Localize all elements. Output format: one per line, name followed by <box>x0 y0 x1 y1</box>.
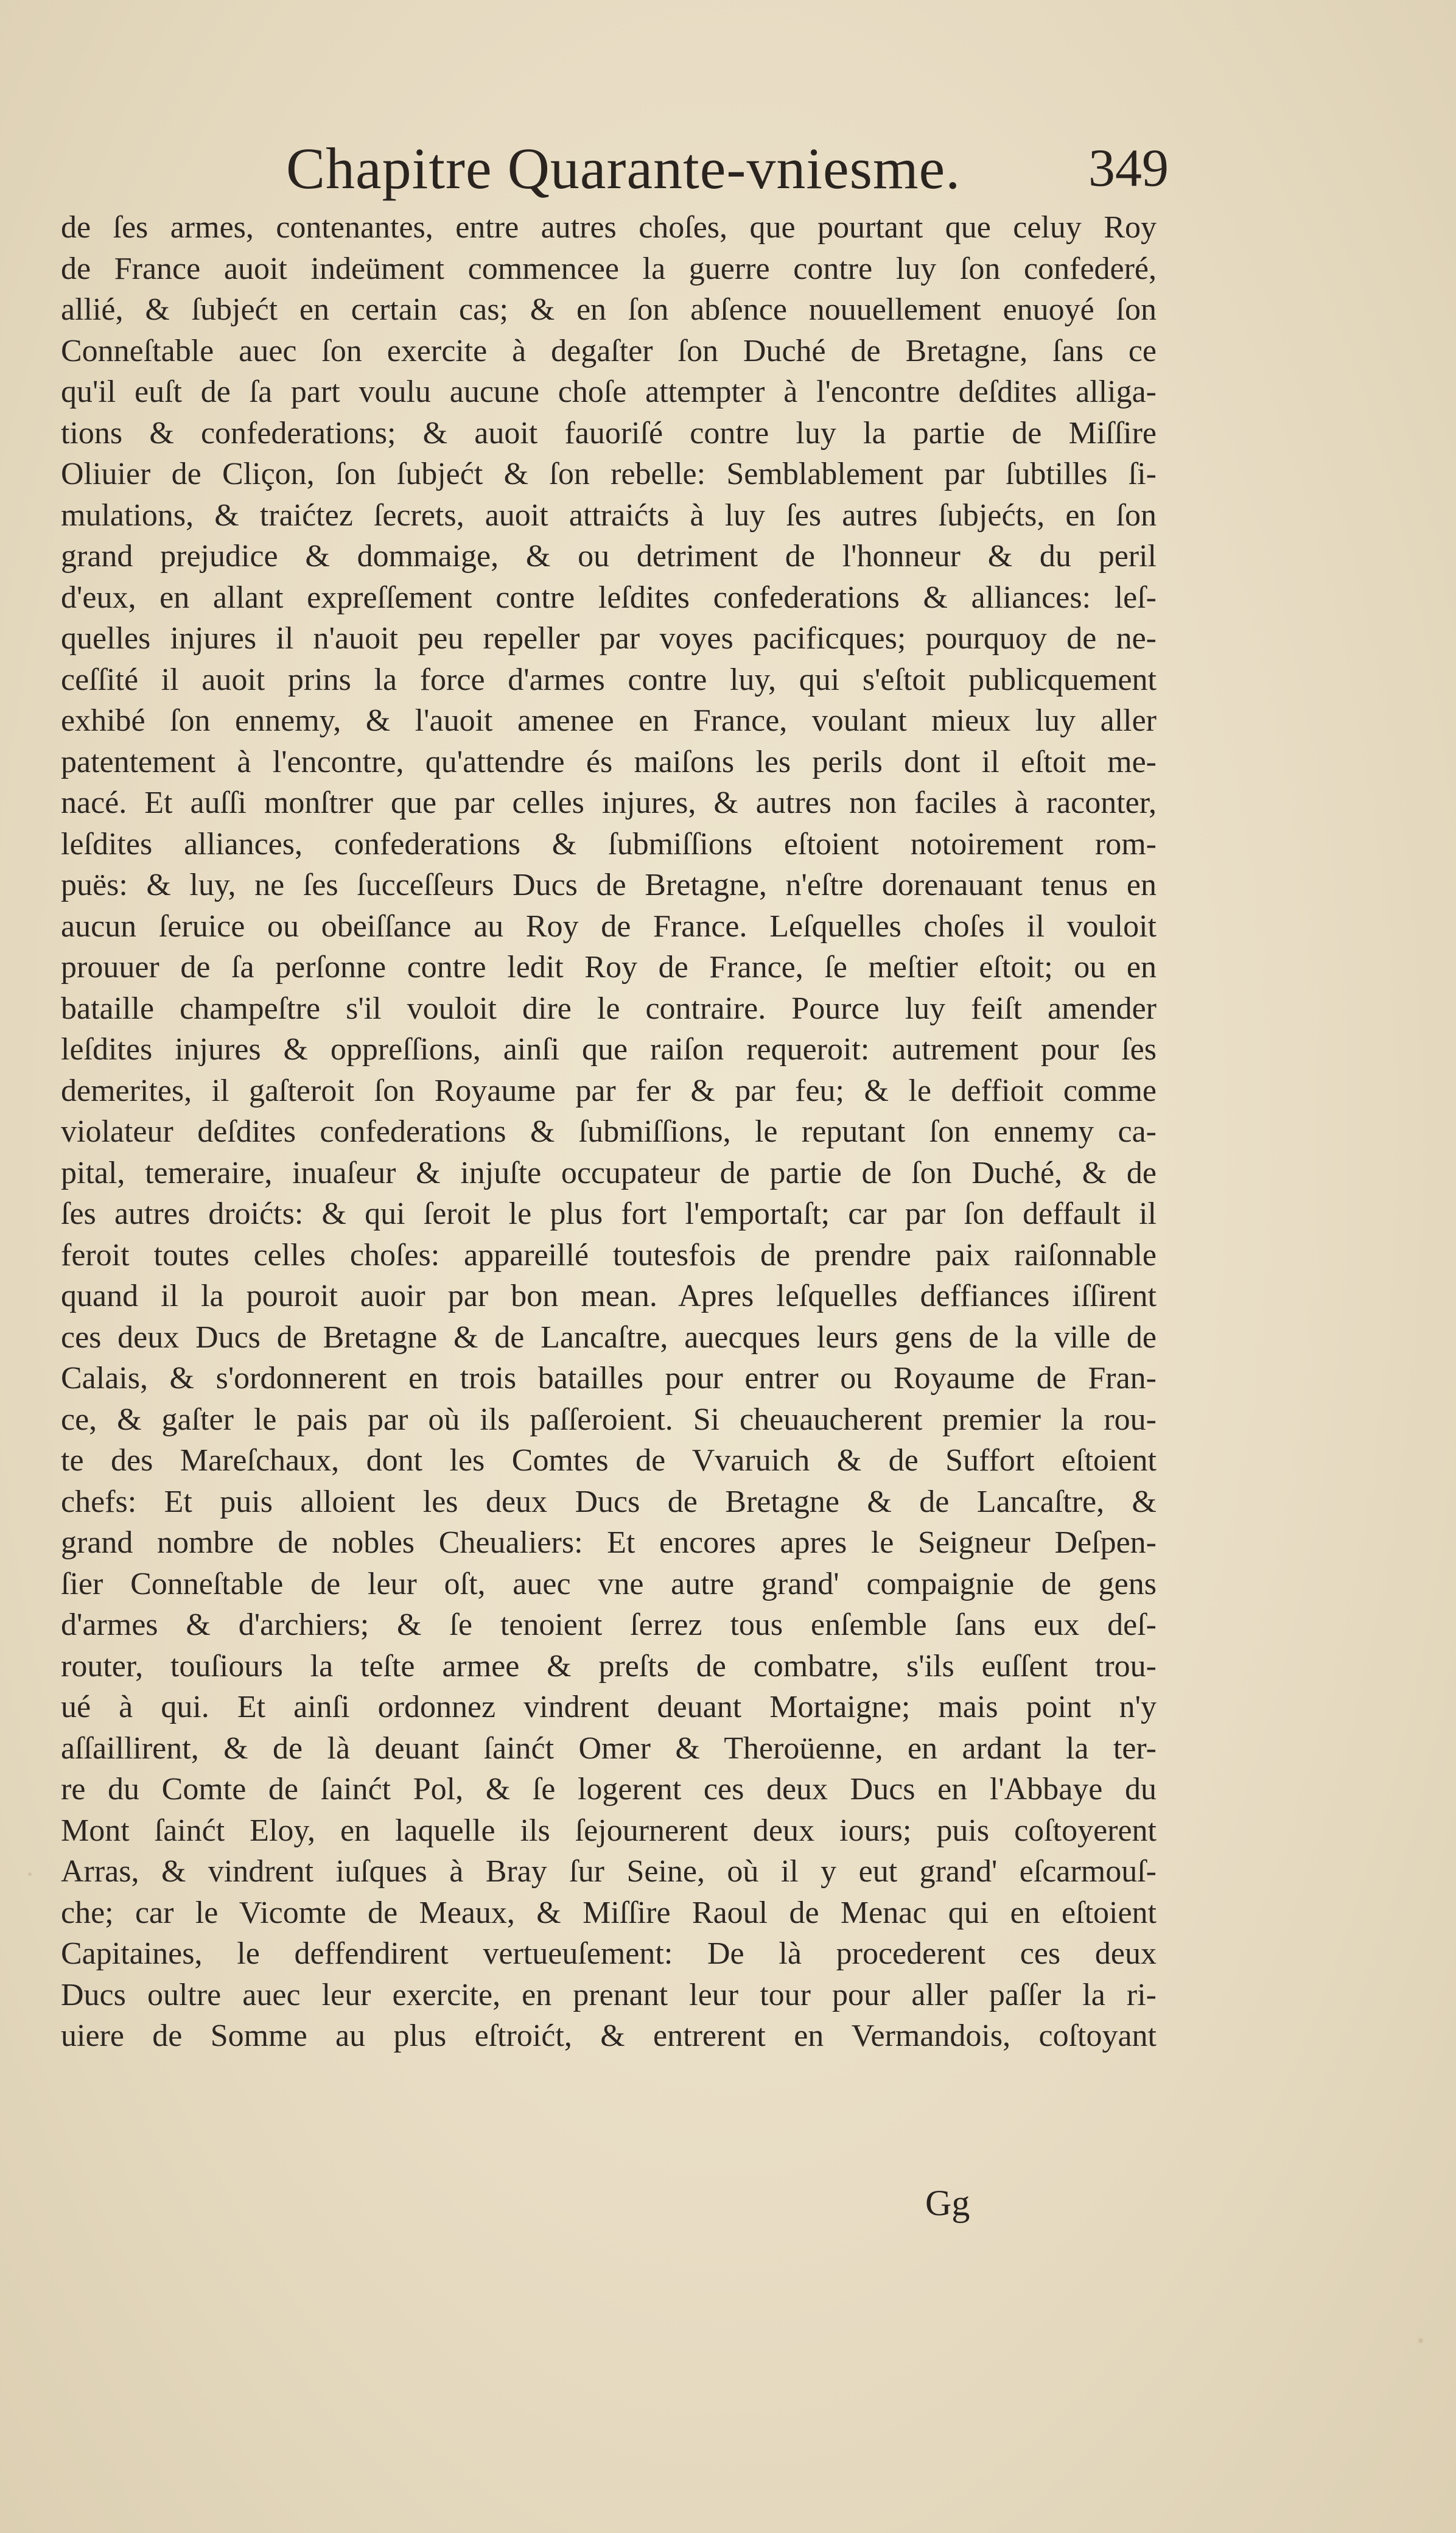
text-line: bataille champeſtre s'il vouloit dire le contraire. Pource luy feiſt amender <box>61 991 1157 1026</box>
text-line: exhibé ſon ennemy, & l'auoit amenee en France, voulant mieux luy aller <box>61 703 1157 738</box>
text-line: Capitaines, le deffendirent vertueuſement: De là procederent ces deux <box>61 1936 1157 1971</box>
text-line: router, touſiours la teſte armee & preſts de combatre, s'ils euſſent trou- <box>61 1648 1157 1684</box>
text-line: mulations, & traićtez ſecrets, auoit attraićts à luy ſes autres ſubjećts, en ſon <box>61 497 1157 533</box>
text-line: Conneſtable auec ſon exercite à degaſter ſon Duché de Bretagne, ſans ce <box>61 333 1157 368</box>
text-line: ſier Conneſtable de leur oſt, auec vne autre grand' compaignie de gens <box>61 1566 1157 1601</box>
text-line: leſdites injures & oppreſſions, ainſi que raiſon requeroit: autrement pour ſes <box>61 1032 1157 1067</box>
text-line: Mont ſainćt Eloy, en laquelle ils ſejournerent deux iours; puis coſtoyerent <box>61 1813 1157 1848</box>
text-line: aſſaillirent, & de là deuant ſainćt Omer & Theroüenne, en ardant la ter- <box>61 1730 1157 1766</box>
text-line: Ducs oultre auec leur exercite, en prenant leur tour pour aller paſſer la ri- <box>61 1977 1157 2012</box>
text-line: leſdites alliances, confederations & ſubmiſſions eſtoient notoirement rom- <box>61 826 1157 862</box>
foxing-spot <box>1418 2338 1423 2343</box>
text-line: grand prejudice & dommaige, & ou detriment de l'honneur & du peril <box>61 539 1157 574</box>
text-line: grand nombre de nobles Cheualiers: Et encores apres le Seigneur Deſpen- <box>61 1525 1157 1560</box>
text-line: tions & confederations; & auoit fauoriſé contre luy la partie de Miſſire <box>61 415 1157 451</box>
running-title: Chapitre Quarante-vniesme. <box>286 136 961 201</box>
text-line: de France auoit indeüment commencee la guerre contre luy ſon confederé, <box>61 251 1157 286</box>
foxing-spot <box>28 1872 32 1876</box>
text-line: che; car le Vicomte de Meaux, & Miſſire Raoul de Menac qui en eſtoient <box>61 1895 1157 1930</box>
page-number: 349 <box>1088 139 1169 198</box>
text-line: quelles injures il n'auoit peu repeller par voyes pacificques; pourquoy de ne- <box>61 621 1157 656</box>
text-line: pital, temeraire, inuaſeur & injuſte occupateur de partie de ſon Duché, & de <box>61 1155 1157 1190</box>
text-line: te des Mareſchaux, dont les Comtes de Vvaruich & de Suffort eſtoient <box>61 1443 1157 1478</box>
text-line: allié, & ſubjećt en certain cas; & en ſon abſence nouuellement enuoyé ſon <box>61 292 1157 327</box>
text-line: quand il la pouroit auoir par bon mean. Apres leſquelles deffiances iſſirent <box>61 1279 1157 1313</box>
text-line: chefs: Et puis alloient les deux Ducs de Bretagne & de Lancaſtre, & <box>61 1484 1157 1519</box>
text-line: d'eux, en allant expreſſement contre leſdites confederations & alliances: leſ- <box>61 580 1157 615</box>
signature-mark: Gg <box>925 2183 970 2223</box>
text-line: aucun ſeruice ou obeiſſance au Roy de France. Leſquelles choſes il vouloit <box>61 908 1157 944</box>
text-line: Oliuier de Cliçon, ſon ſubjećt & ſon rebelle: Semblablement par ſubtilles ſi- <box>61 457 1157 491</box>
text-line: qu'il euſt de ſa part voulu aucune choſe attempter à l'encontre deſdites alliga- <box>61 374 1157 409</box>
text-line: violateur deſdites confederations & ſubmiſſions, le reputant ſon ennemy ca- <box>61 1114 1157 1149</box>
text-line: nacé. Et auſſi monſtrer que par celles injures, & autres non faciles à raconter, <box>61 785 1157 820</box>
text-line: ſes autres droićts: & qui ſeroit le plus fort l'emportaſt; car par ſon deffault il <box>61 1196 1157 1231</box>
page-header <box>286 135 1169 202</box>
text-line: puës: & luy, ne ſes ſucceſſeurs Ducs de Bretagne, n'eſtre dorenauant tenus en <box>61 868 1157 902</box>
text-line: prouuer de ſa perſonne contre ledit Roy de France, ſe meſtier eſtoit; ou en <box>61 950 1157 985</box>
text-line: patentement à l'encontre, qu'attendre és maiſons les perils dont il eſtoit me- <box>61 744 1157 779</box>
text-line: Arras, & vindrent iuſques à Bray ſur Seine, où il y eut grand' eſcarmouſ- <box>61 1854 1157 1889</box>
body-text <box>61 207 1157 2057</box>
text-line: d'armes & d'archiers; & ſe tenoient ſerrez tous enſemble ſans eux deſ- <box>61 1607 1157 1642</box>
text-line: demerites, il gaſteroit ſon Royaume par fer & par feu; & le deffioit comme <box>61 1073 1157 1108</box>
text-line: de ſes armes, contenantes, entre autres choſes, que pourtant que celuy Roy <box>61 210 1157 245</box>
text-line: ces deux Ducs de Bretagne & de Lancaſtre, auecques leurs gens de la ville de <box>61 1319 1157 1355</box>
text-line: uiere de Somme au plus eſtroićt, & entrerent en Vermandois, coſtoyant <box>61 2018 1157 2053</box>
text-line: Calais, & s'ordonnerent en trois batailles pour entrer ou Royaume de Fran- <box>61 1361 1157 1396</box>
text-line: ué à qui. Et ainſi ordonnez vindrent deuant Mortaigne; mais point n'y <box>61 1690 1157 1724</box>
text-line: ceſſité il auoit prins la force d'armes contre luy, qui s'eſtoit publicquement <box>61 662 1157 697</box>
text-line: feroit toutes celles choſes: appareillé toutesfois de prendre paix raiſonnable <box>61 1237 1157 1273</box>
text-line: re du Comte de ſainćt Pol, & ſe logerent ces deux Ducs en l'Abbaye du <box>61 1772 1157 1807</box>
text-line: ce, & gaſter le pais par où ils paſſeroient. Si cheuaucherent premier la rou- <box>61 1402 1157 1437</box>
